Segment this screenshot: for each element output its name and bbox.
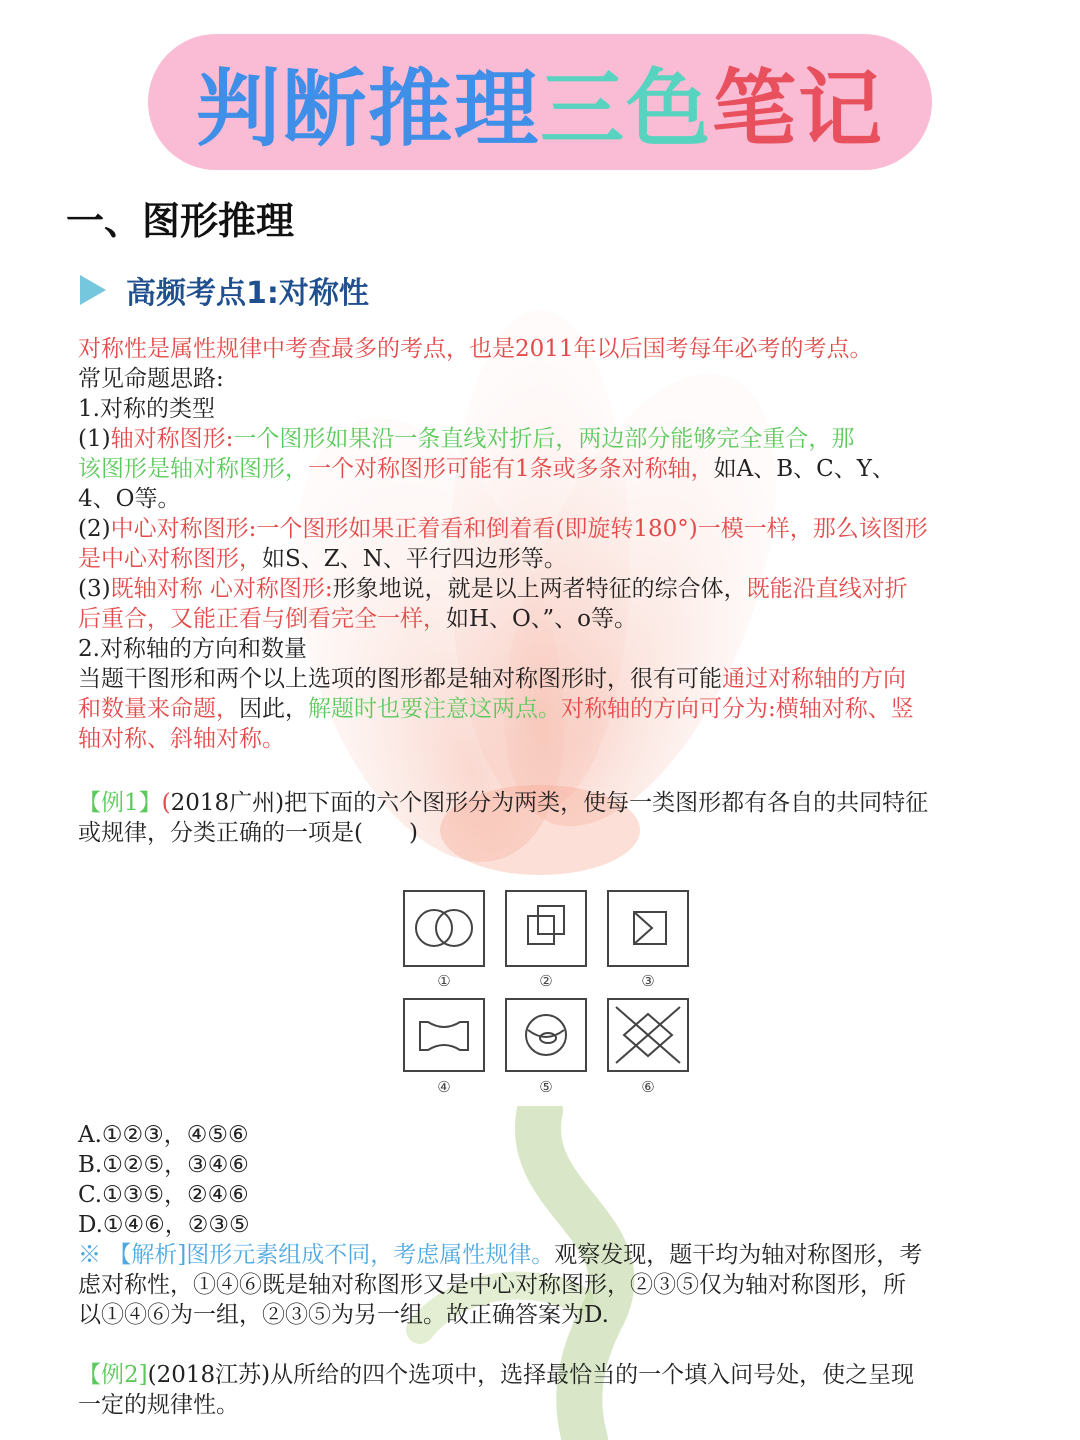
subsection-heading	[80, 268, 369, 312]
figure-label-2: ②	[539, 972, 553, 990]
point-4-line-2	[78, 694, 1008, 724]
point-3-line-1	[78, 574, 1008, 604]
thinking-label: 常见命题思路:	[78, 366, 224, 392]
title-banner	[148, 34, 932, 170]
example-2-line-2: 一定的规律性。	[78, 1392, 239, 1418]
text: 如H、O、”、o等。	[446, 606, 638, 632]
point-number: (2)	[78, 516, 111, 542]
option-c[interactable]: C.①③⑤，②④⑥	[78, 1182, 249, 1208]
analysis-line-2: 虑对称性，①④⑥既是轴对称图形又是中心对称图形，②③⑤仅为轴对称图形，所	[78, 1272, 906, 1298]
example-1-line-1	[78, 788, 1008, 818]
figure-5-box	[506, 999, 586, 1071]
figure-2-square-a	[528, 916, 554, 944]
example-tag: 【例1】	[78, 790, 162, 816]
figure-2-box	[506, 891, 586, 966]
text: 解题时也要注意这两点。	[308, 696, 561, 722]
figure-label-1: ①	[437, 972, 451, 990]
figure-3-wedge	[634, 912, 652, 944]
figure-label-4: ④	[437, 1078, 451, 1096]
point-4-line-1	[78, 664, 1008, 694]
point-number: (3)	[78, 576, 111, 602]
text: 形象地说，就是以上两者特征的综合体，	[332, 576, 747, 602]
text: (	[161, 790, 171, 816]
point-3-line-2	[78, 604, 1008, 634]
analysis-line-1	[78, 1240, 1008, 1270]
option-d[interactable]: D.①④⑥，②③⑤	[78, 1212, 250, 1238]
triangle-bullet-icon	[80, 275, 106, 305]
notes-body	[78, 334, 1008, 848]
text: 是中心对称图形，	[78, 546, 262, 572]
text: 观察发现，题干均为轴对称图形，考	[554, 1242, 923, 1268]
figure-label-5: ⑤	[539, 1078, 553, 1096]
figure-1-circle-right	[436, 910, 472, 946]
option-b[interactable]: B.①②⑤，③④⑥	[78, 1152, 249, 1178]
axis-heading: 2.对称轴的方向和数量	[78, 636, 307, 662]
point-2-line-2	[78, 544, 1008, 574]
figure-label-6: ⑥	[641, 1078, 655, 1096]
text: 当题干图形和两个以上选项的图形都是轴对称图形时，很有可能	[78, 666, 722, 692]
term: 轴对称图形:	[110, 426, 234, 452]
figure-2-square-b	[538, 906, 564, 934]
text: 后重合，又能正看与倒看完全一样，	[78, 606, 446, 632]
text: 通过对称轴的方向	[722, 666, 906, 692]
example-2	[78, 1360, 1008, 1420]
point-2-line-1	[78, 514, 1008, 544]
point-1-line-2	[78, 454, 1008, 484]
example-tag: 【例2]	[78, 1362, 148, 1388]
option-a[interactable]: A.①②③，④⑤⑥	[78, 1122, 249, 1148]
text: 中心对称图形:一个图形如果正着看和倒着看(即旋转180°)一模一样，那么该图形	[110, 516, 928, 542]
answer-options	[78, 1120, 250, 1240]
text: 既能沿直线对折	[746, 576, 908, 602]
analysis-line-3: 以①④⑥为一组，②③⑤为另一组。故正确答案为D.	[78, 1302, 609, 1328]
point-4-line-3: 轴对称、斜轴对称。	[78, 726, 285, 752]
title-part-2: 三色	[539, 59, 712, 158]
text: 如A、B、C、Y、	[713, 456, 895, 482]
figure-5-circle	[526, 1015, 566, 1055]
text: 一个图形如果沿一条直线对折后，两边部分能够完全重合，那	[233, 426, 855, 452]
figure-5-inner	[540, 1033, 556, 1043]
text: (2018江苏)从所给的四个选项中，选择最恰当的一个填入问号处，使之呈现	[147, 1362, 915, 1388]
text: 对称轴的方向可分为:横轴对称、竖	[561, 696, 914, 722]
type-heading: 1.对称的类型	[78, 396, 215, 422]
text: 因此，	[239, 696, 308, 722]
example-1-line-2: 或规律，分类正确的一项是( )	[78, 820, 418, 846]
figure-4-shape	[420, 1022, 468, 1050]
subsection-title: 高频考点1:对称性	[126, 276, 369, 311]
figure-3-box	[608, 891, 688, 966]
text: 2018广州)把下面的六个图形分为两类，使每一类图形都有各自的共同特征	[170, 790, 929, 816]
example-2-line-1	[78, 1360, 1008, 1390]
term: 既轴对称 心对称图形:	[110, 576, 333, 602]
point-1-line-1	[78, 424, 1008, 454]
text: 如S、Z、N、平行四边形等。	[262, 546, 567, 572]
example-1-figure	[388, 876, 702, 1106]
text: 一个对称图形可能有1条或多条对称轴，	[308, 456, 714, 482]
figure-1-circle-left	[416, 910, 452, 946]
analysis-tag: 【解析]图形元素组成不同，考虑属性规律。	[108, 1242, 555, 1268]
analysis	[78, 1240, 1008, 1330]
point-number: (1)	[78, 426, 111, 452]
figure-label-3: ③	[641, 972, 655, 990]
figure-4-box	[404, 999, 484, 1071]
title-part-3: 笔记	[712, 59, 885, 158]
text: 该图形是轴对称图形，	[78, 456, 308, 482]
section-heading: 一、图形推理	[66, 199, 295, 243]
intro-text: 对称性是属性规律中考查最多的考点，也是2011年以后国考每年必考的考点。	[78, 336, 873, 362]
point-1-line-3: 4、O等。	[78, 486, 181, 512]
title-part-1: 判断推理	[195, 59, 540, 158]
text: 和数量来命题，	[78, 696, 239, 722]
reference-mark-icon: ※	[78, 1242, 101, 1268]
